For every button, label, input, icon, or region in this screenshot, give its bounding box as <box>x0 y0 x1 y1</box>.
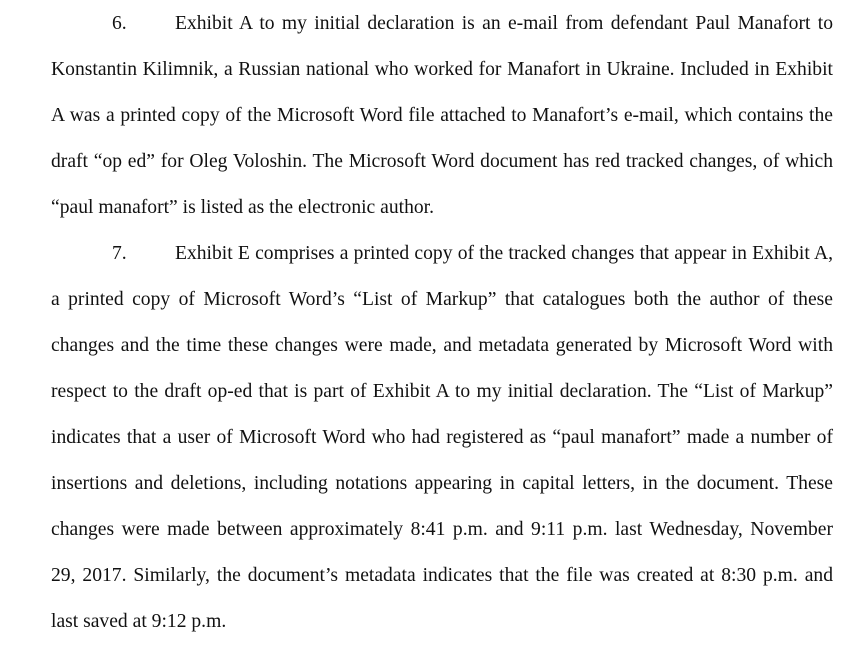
paragraph-line: respect to the draft op-ed that is part of Exhibit A to my initial declaration. The “List of Markup” <box>51 381 833 402</box>
paragraph-line: draft “op ed” for Oleg Voloshin. The Microsoft Word document has red tracked changes, of which <box>51 151 833 172</box>
paragraph-line: 29, 2017. Similarly, the document’s metadata indicates that the file was created at 8:30 p.m. and <box>51 565 833 586</box>
paragraph-line: last saved at 9:12 p.m. <box>51 611 227 632</box>
paragraph-line: insertions and deletions, including notations appearing in capital letters, in the document. These <box>51 473 833 494</box>
paragraph-line: changes were made between approximately 8:41 p.m. and 9:11 p.m. last Wednesday, November <box>51 519 833 540</box>
paragraph-line: indicates that a user of Microsoft Word who had registered as “paul manafort” made a number of <box>51 427 833 448</box>
paragraph-number: 7. <box>112 243 127 264</box>
paragraph-line: a printed copy of Microsoft Word’s “List of Markup” that catalogues both the author of these <box>51 289 833 310</box>
paragraph-line: Exhibit A to my initial declaration is an e-mail from defendant Paul Manafort to <box>175 13 833 34</box>
paragraph-line: changes and the time these changes were made, and metadata generated by Microsoft Word with <box>51 335 833 356</box>
paragraph-line: Konstantin Kilimnik, a Russian national who worked for Manafort in Ukraine. Included in Exhibit <box>51 59 833 80</box>
paragraph-line: A was a printed copy of the Microsoft Word file attached to Manafort’s e-mail, which contains the <box>51 105 833 126</box>
paragraph-line: “paul manafort” is listed as the electronic author. <box>51 197 435 218</box>
paragraph-number: 6. <box>112 13 127 34</box>
paragraph-line: Exhibit E comprises a printed copy of the tracked changes that appear in Exhibit A, <box>175 243 833 264</box>
